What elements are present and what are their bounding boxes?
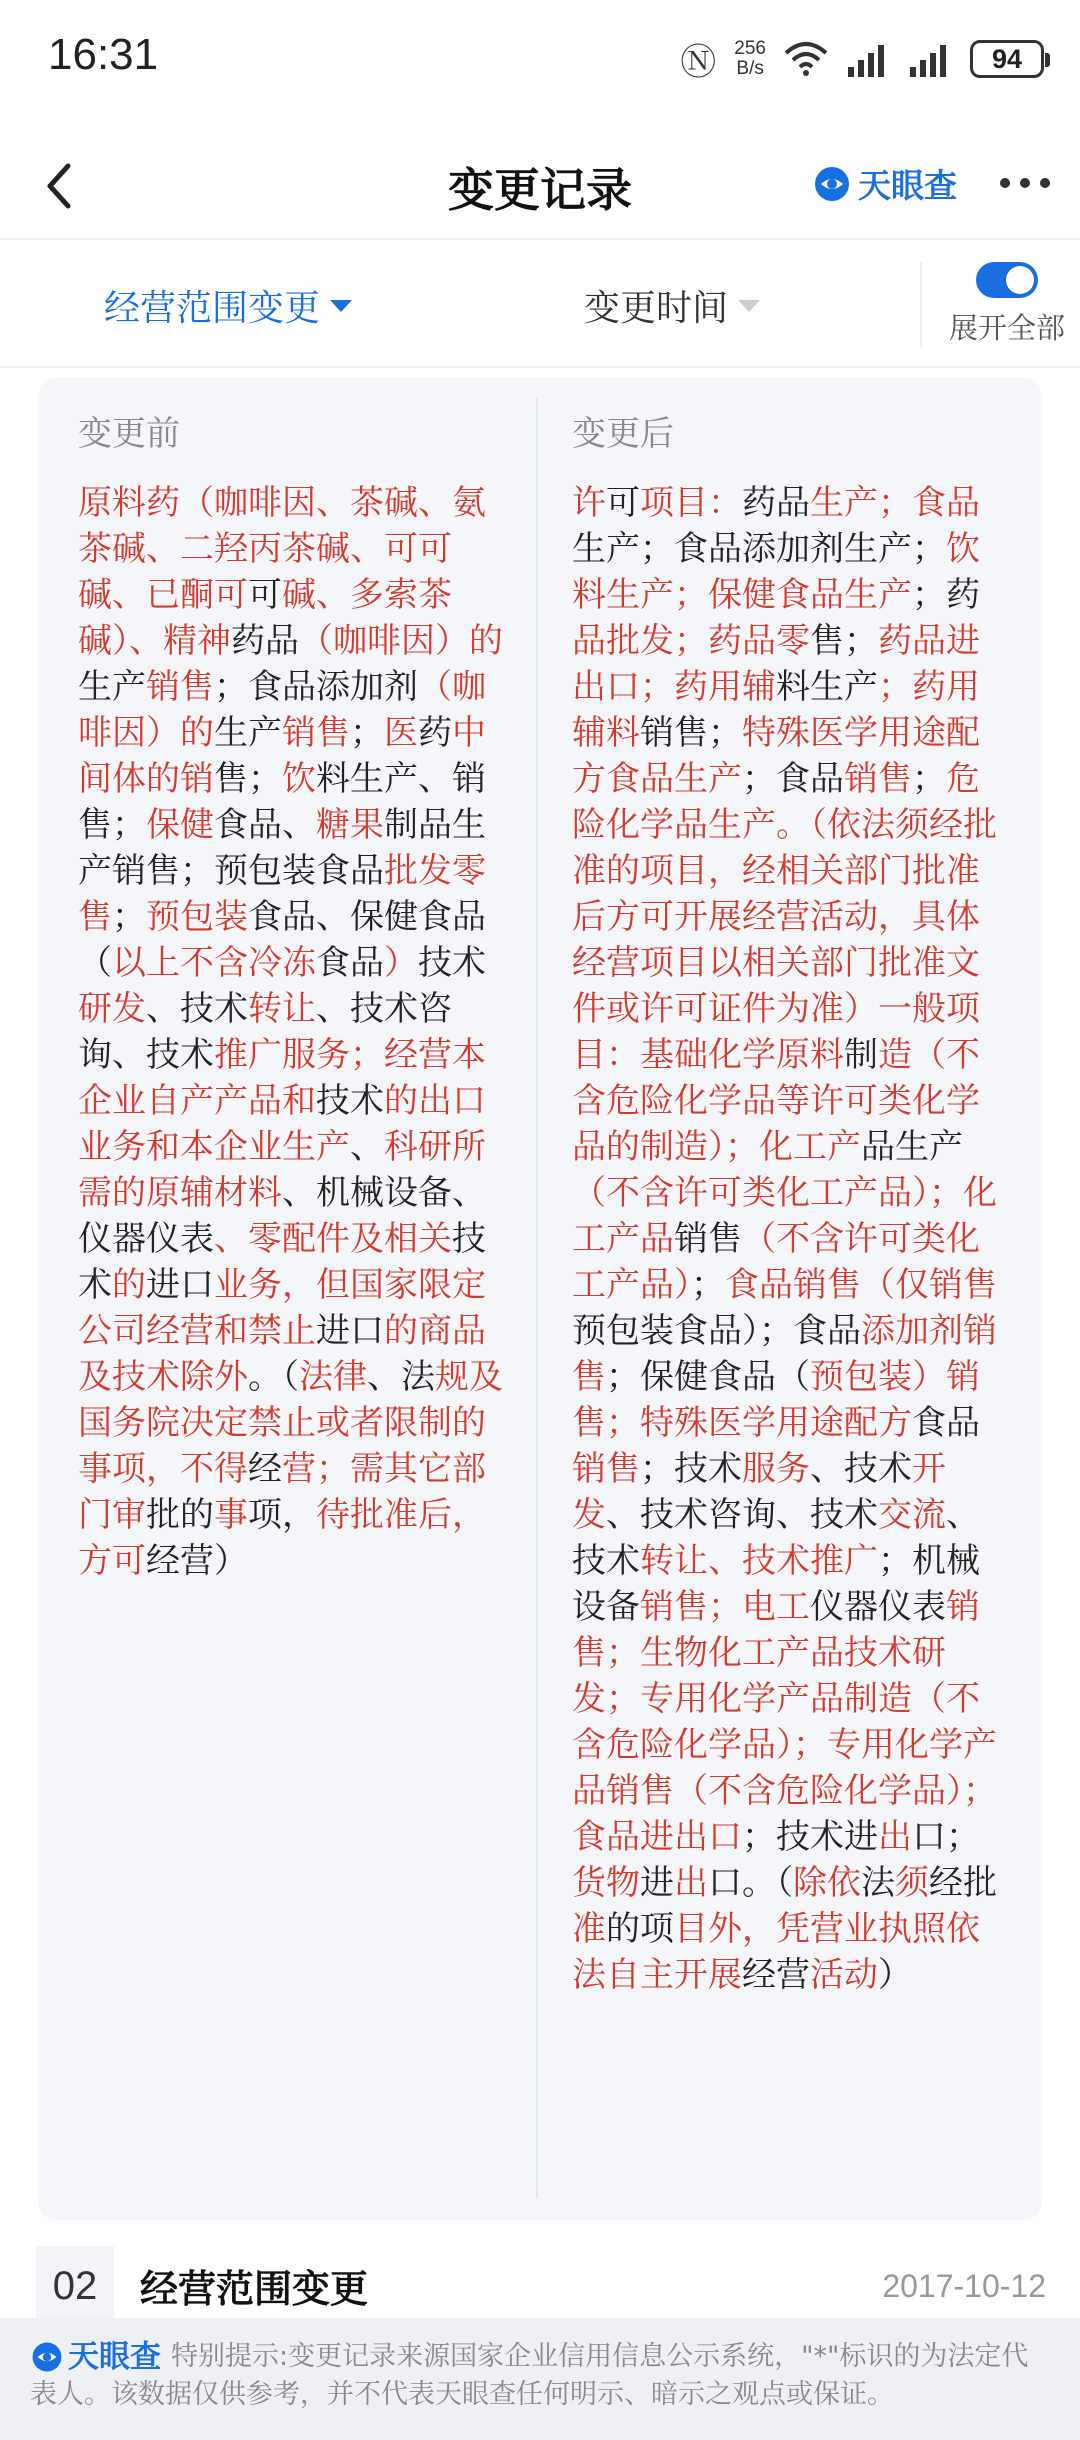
changed-text-segment: 许	[572, 483, 606, 523]
changed-text-segment: 批发零售	[78, 851, 486, 937]
changed-text-segment: 造（不含危险化学品等许可类化学品的制造）；化工产	[572, 1035, 980, 1167]
unchanged-text-segment: 制品生产销售；预包装食品	[78, 805, 486, 891]
tianyancha-logo-icon	[30, 2340, 64, 2374]
changed-text-segment: （不含许可类化工产品）；化工产品	[572, 1173, 997, 1259]
changed-text-segment: 的商品及技术除外	[78, 1311, 486, 1397]
unchanged-text-segment: 料生产	[776, 667, 878, 707]
changed-text-segment: 的出口业务和本企业生产	[78, 1081, 486, 1167]
unchanged-text-segment: 食品	[316, 943, 384, 983]
unchanged-text-segment: 口；	[912, 1817, 980, 1857]
unchanged-text-segment: 的项	[606, 1909, 674, 1949]
changed-text-segment: 药品进出口；药用辅	[572, 621, 980, 707]
record-title: 经营范围变更	[140, 2267, 369, 2311]
changed-text-segment: 糖果	[316, 805, 384, 845]
unchanged-text-segment: ；技术	[640, 1449, 742, 1489]
changed-text-segment: 推广服务；经营本企业自产产品和	[78, 1035, 486, 1121]
changed-text-segment: 危险化学品生产。（依法须经批准的项目，经相关部门批准后方可开展经营活动，具体经营项目以相关部门批准文件或许可证件为准）一般项目：基础化学原料	[572, 759, 997, 1075]
changed-text-segment: 预包装）销售；特殊医学用途配方	[572, 1357, 980, 1443]
unchanged-text-segment: 食品	[912, 1403, 980, 1443]
change-time-label: 变更时间	[584, 288, 729, 329]
unchanged-text-segment: 经营	[742, 1955, 810, 1995]
unchanged-text-segment: 药品	[742, 483, 810, 523]
column-divider	[536, 398, 538, 2198]
unchanged-text-segment: ；保健食品（	[606, 1357, 810, 1397]
unchanged-text-segment: 、技术咨询、技术	[78, 989, 452, 1075]
changed-text-segment: 服务	[742, 1449, 810, 1489]
brand-name: 天眼查	[858, 166, 957, 205]
changed-text-segment: 出	[674, 1863, 708, 1903]
changed-text-segment: ）	[384, 943, 418, 983]
unchanged-text-segment: 、机械设备、仪器仪表	[78, 1173, 486, 1259]
changed-text-segment: 出	[878, 1817, 912, 1857]
caret-down-icon	[738, 300, 760, 312]
changed-text-segment: 销售	[146, 667, 214, 707]
unchanged-text-segment: 技术	[418, 943, 486, 983]
change-time-sort[interactable]	[584, 280, 760, 331]
unchanged-text-segment: 可	[606, 483, 640, 523]
status-bar	[0, 0, 1080, 120]
changed-text-segment: 规及国务院决定禁止或者限制的事项，不得	[78, 1357, 503, 1489]
footer-notice-text: 特别提示:变更记录来源国家企业信用信息公示系统，"*"标识的为法定代表人。该数据仅供参考，并不代表天眼查任何明示、暗示之观点或保证。	[30, 2341, 1029, 2410]
after-content	[572, 480, 1002, 1998]
filter-bar	[0, 242, 1080, 368]
changed-text-segment: （不含许可类化工产品）	[572, 1219, 980, 1305]
page-title: 变更记录	[448, 163, 632, 217]
changed-text-segment: 原料药（咖啡因、茶碱、氨茶碱、二羟丙茶碱、可可碱、已酮可	[78, 483, 486, 615]
unchanged-text-segment: ；	[350, 713, 384, 753]
changed-text-segment: 营；需其它部门审	[78, 1449, 486, 1535]
changed-text-segment: 须	[895, 1863, 929, 1903]
unchanged-text-segment: 。（	[248, 1357, 299, 1397]
changed-text-segment: 中间体的销	[78, 713, 486, 799]
unchanged-text-segment: 、技术	[146, 989, 248, 1029]
changed-text-segment: 待批准后，方可	[78, 1495, 486, 1581]
changed-text-segment: 货物	[572, 1863, 640, 1903]
changed-text-segment: 预包装	[146, 897, 248, 937]
change-type-dropdown[interactable]	[104, 280, 352, 331]
changed-text-segment: 事	[214, 1495, 248, 1535]
unchanged-text-segment: 法	[861, 1863, 895, 1903]
changed-text-segment: 交流	[878, 1495, 946, 1535]
changed-text-segment: 活动	[810, 1955, 878, 1995]
before-header: 变更前	[78, 414, 180, 454]
unchanged-text-segment: ）	[878, 1955, 912, 1995]
unchanged-text-segment: ；食品	[742, 759, 844, 799]
changed-text-segment: 销售	[572, 1449, 640, 1489]
unchanged-text-segment: 、技术	[572, 1495, 980, 1581]
changed-text-segment: 研发	[78, 989, 146, 1029]
signal-icon-2	[908, 41, 952, 77]
unchanged-text-segment: ；	[912, 759, 946, 799]
unchanged-text-segment: 进	[640, 1863, 674, 1903]
battery-icon: 94	[970, 40, 1044, 78]
footer-brand-name: 天眼查	[68, 2339, 161, 2375]
net-speed-value: 256	[734, 38, 766, 59]
changed-text-segment: 销售	[282, 713, 350, 753]
unchanged-text-segment: 料生产、销售；	[78, 759, 486, 845]
tianyancha-logo-icon	[812, 164, 852, 204]
unchanged-text-segment: 口。（	[708, 1863, 793, 1903]
unchanged-text-segment: 销售	[674, 1219, 742, 1259]
unchanged-text-segment: ；技术进	[742, 1817, 878, 1857]
before-column	[78, 378, 508, 1584]
unchanged-text-segment: 售；	[214, 759, 282, 799]
unchanged-text-segment: 进口	[316, 1311, 384, 1351]
changed-text-segment: 添加剂销售	[572, 1311, 997, 1397]
after-header: 变更后	[572, 414, 674, 454]
record-date: 2017-10-12	[882, 2268, 1046, 2304]
changed-text-segment: 生产；食品	[810, 483, 980, 523]
status-icons	[680, 34, 1044, 84]
unchanged-text-segment: 品生产	[861, 1127, 963, 1167]
unchanged-text-segment: 生产	[214, 713, 282, 753]
unchanged-text-segment: 食品、	[214, 805, 316, 845]
footer-brand	[30, 2338, 161, 2376]
after-column	[572, 378, 1002, 1998]
chevron-left-icon[interactable]	[30, 156, 90, 216]
expand-all-label: 展开全部	[948, 311, 1065, 345]
changed-text-segment: 饮料生产；保健食品生产	[572, 529, 980, 615]
changed-text-segment: 转让、技术推广	[640, 1541, 878, 1581]
unchanged-text-segment: 进口	[146, 1265, 214, 1305]
unchanged-text-segment: 、	[350, 1127, 384, 1167]
toggle-switch[interactable]	[976, 262, 1038, 298]
footer-notice	[0, 2318, 1080, 2440]
more-dots-icon[interactable]	[1000, 178, 1050, 188]
unchanged-text-segment: ；食品添加剂	[214, 667, 418, 707]
changed-text-segment: 保健	[146, 805, 214, 845]
filter-divider	[920, 262, 922, 348]
unchanged-text-segment: 批的	[146, 1495, 214, 1535]
changed-text-segment: （咖啡因）的	[299, 621, 503, 661]
changed-text-segment: 的	[112, 1265, 146, 1305]
unchanged-text-segment: 制	[844, 1035, 878, 1075]
unchanged-text-segment: 可	[248, 575, 282, 615]
changed-text-segment: 业务，但国家限定公司经营和禁止	[78, 1265, 486, 1351]
unchanged-text-segment: ；药	[912, 575, 980, 615]
caret-down-icon	[330, 300, 352, 312]
changed-text-segment: 碱、多索茶碱）、精神	[78, 575, 452, 661]
unchanged-text-segment: 仪器仪表	[810, 1587, 946, 1627]
changed-text-segment: 医	[384, 713, 418, 753]
unchanged-text-segment: 食品、保健食品（	[78, 897, 486, 983]
signal-icon	[846, 41, 890, 77]
unchanged-text-segment: 、法	[367, 1357, 435, 1397]
unchanged-text-segment: ；	[691, 1265, 725, 1305]
changed-text-segment: 项目：	[640, 483, 742, 523]
net-speed-unit: B/s	[736, 58, 764, 79]
unchanged-text-segment: ；	[112, 897, 146, 937]
unchanged-text-segment: 技术	[78, 1219, 486, 1305]
changed-text-segment: 转让	[248, 989, 316, 1029]
changed-text-segment: 品批发；药品零	[572, 621, 810, 661]
unchanged-text-segment: 售；	[810, 621, 878, 661]
status-time: 16:31	[48, 30, 159, 79]
unchanged-text-segment: 、技术咨询、技术	[606, 1495, 878, 1535]
changed-text-segment: 目外，凭营业执照依法自主开展	[572, 1909, 980, 1995]
unchanged-text-segment: 药品	[231, 621, 299, 661]
nav-bar	[0, 130, 1080, 240]
change-compare-card	[38, 378, 1042, 2220]
expand-all-toggle[interactable]	[942, 262, 1072, 347]
record-item[interactable]	[0, 2246, 1080, 2326]
unchanged-text-segment: 经批	[929, 1863, 997, 1903]
brand[interactable]	[812, 160, 957, 207]
unchanged-text-segment: 预包装食品）；食品	[572, 1311, 861, 1351]
unchanged-text-segment: 项，	[248, 1495, 316, 1535]
record-index: 02	[36, 2246, 114, 2326]
changed-text-segment: （咖啡因）的	[78, 667, 486, 753]
unchanged-text-segment: 技术	[316, 1081, 384, 1121]
changed-text-segment: 特殊医学用途配方食品生产	[572, 713, 980, 799]
unchanged-text-segment: 药	[418, 713, 452, 753]
changed-text-segment: 销售	[844, 759, 912, 799]
nfc-icon: Ⓝ	[680, 41, 717, 83]
changed-text-segment: 以上不含冷冻	[112, 943, 316, 983]
changed-text-segment: 法律	[299, 1357, 367, 1397]
unchanged-text-segment: 销售；	[640, 713, 742, 753]
changed-text-segment: ；药用辅料	[572, 667, 980, 753]
change-type-label: 经营范围变更	[104, 288, 321, 329]
changed-text-segment: 食品销售（仅销售	[725, 1265, 997, 1305]
wifi-icon	[784, 41, 828, 77]
changed-text-segment: 准	[572, 1909, 606, 1949]
unchanged-text-segment: 经	[248, 1449, 282, 1489]
unchanged-text-segment: 生产；食品添加剂生产；	[572, 529, 946, 569]
changed-text-segment: 科研所需的原辅材料	[78, 1127, 486, 1213]
changed-text-segment: 饮	[282, 759, 316, 799]
unchanged-text-segment: 、技术	[810, 1449, 912, 1489]
before-content	[78, 480, 508, 1584]
unchanged-text-segment: 生产	[78, 667, 146, 707]
changed-text-segment: 销售；电工	[640, 1587, 810, 1627]
changed-text-segment: 、零配件及相关	[214, 1219, 452, 1259]
changed-text-segment: 除依	[793, 1863, 861, 1903]
net-speed	[734, 39, 766, 79]
unchanged-text-segment: 经营）	[146, 1541, 248, 1581]
unchanged-text-segment: ；机械设备	[572, 1541, 980, 1627]
changed-text-segment: 销售；生物化工产品技术研发；专用化学产品制造（不含危险化学品）；专用化学产品销售（不含危险化学品）；食品进出口	[572, 1587, 997, 1857]
changed-text-segment: 开发	[572, 1449, 946, 1535]
